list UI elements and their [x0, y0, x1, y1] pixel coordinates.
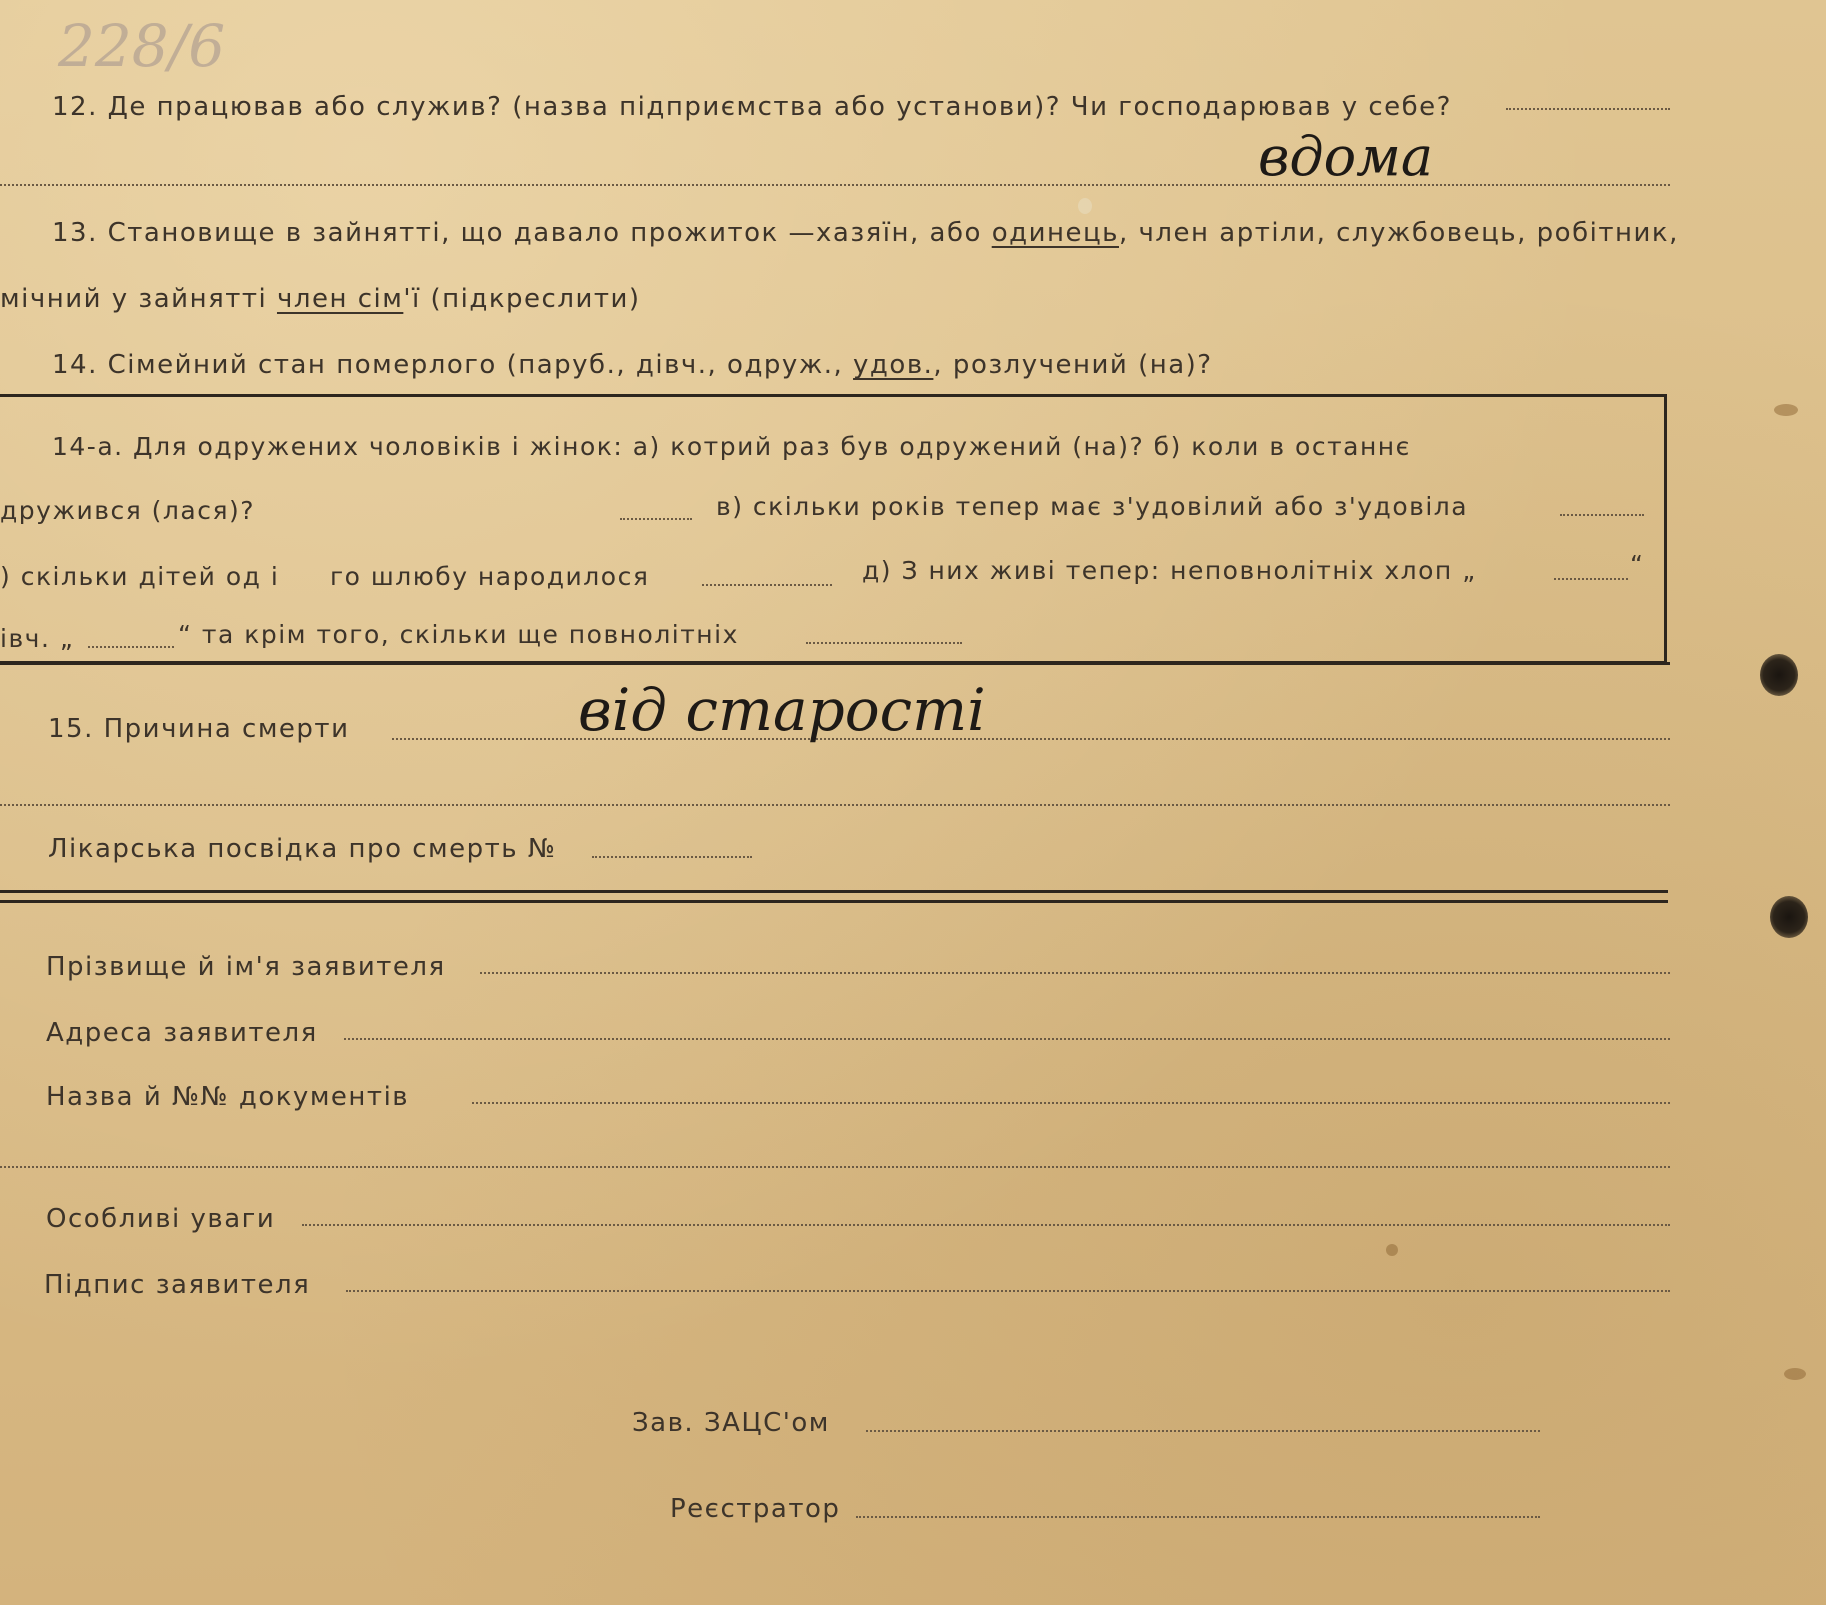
binder-hole-2: [1770, 896, 1808, 938]
documents-blank-2: [0, 1166, 1670, 1168]
q14a-blank-boys: [1554, 578, 1628, 580]
special-notes-label: Особливі уваги: [46, 1204, 276, 1234]
separator-rule-top: [0, 890, 1668, 893]
zags-head-blank: [866, 1430, 1540, 1432]
q13-line2-a: мічний у зайнятті: [0, 284, 268, 314]
registrar-blank: [856, 1516, 1540, 1518]
q14-option-widowed: удов.: [853, 350, 934, 380]
q13-text-a: 13. Становище в зайнятті, що давало прожиток —хазяїн, або: [52, 218, 982, 248]
documents-label: Назва й №№ документів: [46, 1082, 410, 1112]
applicant-address-label: Адреса заявителя: [46, 1018, 318, 1048]
q14a-line2-a: дружився (лася)?: [0, 496, 256, 525]
q14a-line4-a: івч. „: [0, 624, 75, 653]
applicant-signature-label: Підпис заявителя: [44, 1270, 311, 1300]
medical-certificate-label: Лікарська посвідка про смерть №: [48, 834, 557, 864]
applicant-name-blank: [480, 972, 1670, 974]
registrar-label: Реєстратор: [670, 1494, 841, 1524]
medical-certificate-blank: [592, 856, 752, 858]
q13-text-b: , член артіли, службовець, робітник,: [1119, 218, 1679, 248]
paper-stain: [1784, 1368, 1806, 1380]
zags-head-label: Зав. ЗАЦС'ом: [632, 1408, 830, 1438]
q14a-line2-b: в) скільки років тепер має з'удовілий або з'удовіла: [716, 492, 1469, 521]
q14a-blank-years: [1560, 514, 1644, 516]
paper-stain: [1386, 1244, 1398, 1256]
q14a-line3-c: д) З них живі тепер: неповнолітніх хлоп „: [862, 556, 1477, 585]
applicant-name-label: Прізвище й ім'я заявителя: [46, 952, 446, 982]
q12-answer: вдома: [1258, 125, 1434, 188]
q15-label: 15. Причина смерти: [48, 714, 350, 744]
paper-stain: [1774, 404, 1798, 416]
q14a-blank-adults: [806, 642, 962, 644]
q13-option-odynets: одинець: [991, 218, 1119, 248]
q14-text-a: 14. Сімейний стан померлого (паруб., дівч., одруж.,: [52, 350, 844, 380]
q14a-line1: 14-а. Для одружених чоловіків і жінок: а) котрий раз був одружений (на)? б) коли в останнє: [52, 432, 1411, 461]
paper-stain: [1078, 198, 1092, 214]
separator-rule-bottom: [0, 900, 1668, 903]
q13-option-family-member: член сім: [276, 284, 404, 314]
q14-line: [52, 350, 1213, 380]
q15-answer: від старості: [578, 676, 986, 744]
q14a-bottom-rule: [0, 662, 1670, 665]
archive-number: 228/6: [58, 12, 226, 80]
q14a-blank-children: [702, 584, 832, 586]
q13-line1: [52, 218, 1679, 248]
q12-blank-2: [0, 184, 1670, 186]
q15-blank-2: [0, 804, 1670, 806]
q14a-line3-a: ) скільки дітей од і: [0, 562, 280, 591]
q12-blank-1: [1506, 108, 1670, 110]
q14a-blank-girls: [88, 646, 174, 648]
q14a-line3-d: “: [1630, 550, 1645, 579]
applicant-address-blank: [344, 1038, 1670, 1040]
q14a-blank-married: [620, 518, 692, 520]
special-notes-blank: [302, 1224, 1670, 1226]
q12-text: 12. Де працював або служив? (назва підприємства або установи)? Чи господарював у себе?: [52, 92, 1452, 122]
q13-line2-b: 'ї (підкреслити): [403, 284, 641, 314]
q14a-line3-b: го шлюбу народилося: [330, 562, 650, 591]
binder-hole-1: [1760, 654, 1798, 696]
documents-blank-1: [472, 1102, 1670, 1104]
q14-text-b: , розлучений (на)?: [933, 350, 1213, 380]
q14a-line4-b: “ та крім того, скільки ще повнолітніх: [178, 620, 739, 649]
applicant-signature-blank: [346, 1290, 1670, 1292]
q13-line2: [0, 284, 641, 314]
